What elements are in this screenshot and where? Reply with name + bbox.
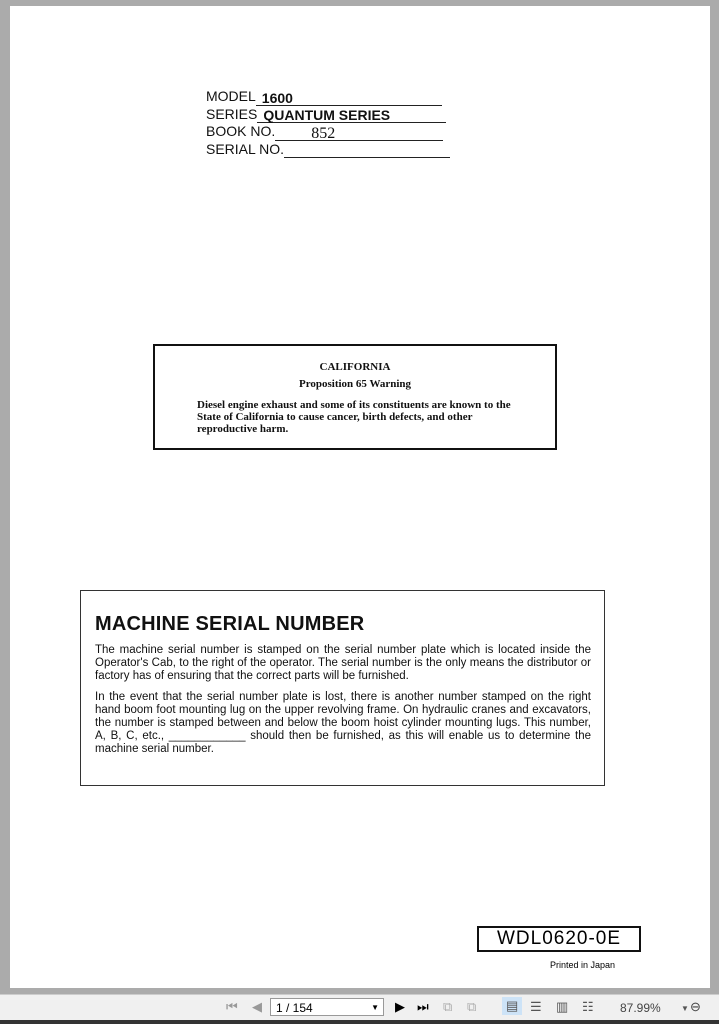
printed-in: Printed in Japan [550,960,616,970]
zoom-level[interactable]: 87.99% [620,1001,661,1015]
continuous-facing-icon[interactable]: ☷ [582,999,594,1014]
first-page-icon[interactable]: ⏮ [226,999,238,1014]
book-label: BOOK NO. [206,123,276,139]
next-view-icon[interactable]: ⧉ [467,999,477,1014]
bottom-edge [0,1020,719,1024]
prop65-warning-box [153,344,557,450]
serial-label: SERIAL NO. [206,140,285,157]
last-page-icon[interactable]: ⏭ [417,999,429,1014]
machine-serial-box [80,590,605,786]
model-info-form [206,88,450,158]
model-label: MODEL [206,88,256,104]
book-value: 852 [275,125,443,141]
warning-body: Diesel engine exhaust and some of its constituents are known to the State of California to cause cancer, birth defects, and other reproductive harm. [197,399,511,435]
document-code: WDL0620-0E [477,926,641,952]
facing-pages-icon[interactable]: ▥ [556,999,569,1014]
continuous-page-icon[interactable]: ☰ [530,999,542,1014]
zoom-dropdown-icon[interactable]: ▼ [681,1004,689,1013]
series-label: SERIES [206,105,258,122]
next-page-icon[interactable]: ▶ [395,999,405,1014]
machine-serial-paragraph-2: In the event that the serial number plate is lost, there is another number stamped on the right hand boom foot mounting lug on the upper revolving frame. On hydraulic cranes and excavators, the number is stamped between and below the boom hoist cylinder mounting lugs. This number, A, B, C, etc., ____________ should then be furnished, as this will enable us to determine the machine serial number. [95,691,591,755]
pdf-toolbar [0,994,719,1021]
serial-value-line [284,142,450,158]
single-page-icon[interactable]: ▤ [502,997,522,1015]
model-value: 1600 [256,90,442,106]
machine-serial-title: MACHINE SERIAL NUMBER [95,613,365,635]
page-number-input[interactable] [270,998,384,1016]
warning-title: CALIFORNIA [319,361,391,373]
machine-serial-paragraph-1: The machine serial number is stamped on the serial number plate which is located inside the Operator's Cab, to the right of the operator. The serial number is the only means the distributor or factory has of ensuring that the correct parts will be furnished. [95,644,591,682]
series-value: QUANTUM SERIES [257,107,446,123]
prev-page-icon[interactable]: ◀ [252,999,262,1014]
pdf-page [10,6,710,988]
chevron-down-icon[interactable]: ▼ [371,1003,379,1012]
previous-view-icon[interactable]: ⧉ [443,999,453,1014]
warning-subtitle: Proposition 65 Warning [298,378,412,390]
zoom-out-icon[interactable]: ⊖ [690,999,701,1014]
page-number-value: 1 / 154 [276,1001,313,1015]
